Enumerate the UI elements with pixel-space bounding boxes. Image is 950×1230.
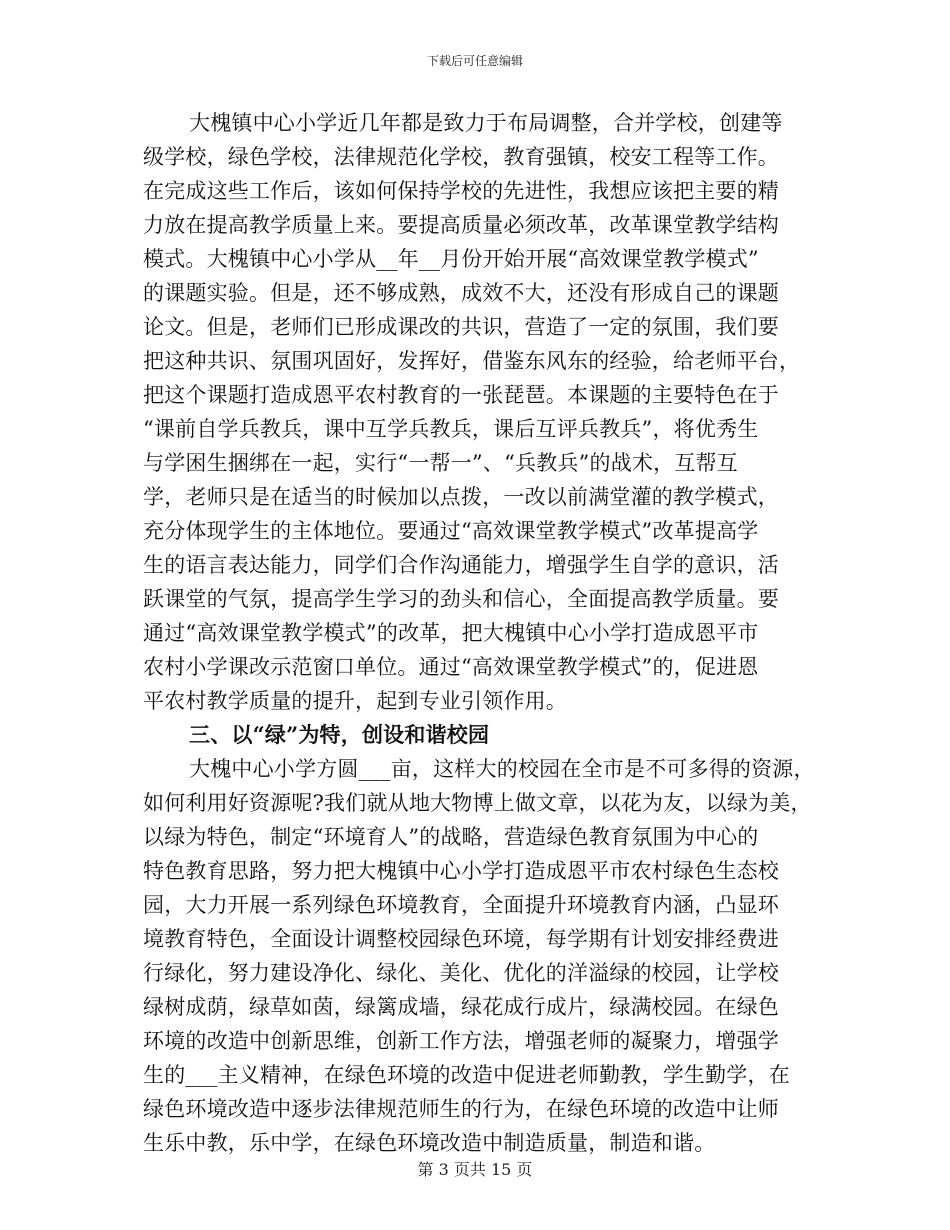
paragraph-line: 与学困生捆绑在一起，实行“一帮一”、“兵教兵”的战术，互帮互 xyxy=(143,451,738,475)
paragraph-line: 生乐中教，乐中学，在绿色环境改造中制造质量，制造和谐。 xyxy=(143,1131,716,1155)
paragraph-line: 环境的改造中创新思维，创新工作方法，增强老师的凝聚力，增强学 xyxy=(143,1029,779,1053)
paragraph-line: 力放在提高教学质量上来。要提高质量必须改革，改革课堂教学结构 xyxy=(143,213,779,237)
paragraph-line: 把这个课题打造成恩平农村教育的一张琵琶。本课题的主要特色在于 xyxy=(143,383,779,407)
paragraph-line: 农村小学课改示范窗口单位。通过“高效课堂教学模式”的，促进恩 xyxy=(143,655,759,679)
section-heading: 三、以“绿”为特，创设和谐校园 xyxy=(189,722,490,747)
paragraph-line: 级学校，绿色学校，法律规范化学校，教育强镇，校安工程等工作。 xyxy=(143,145,779,169)
paragraph-line: 行绿化，努力建设净化、绿化、美化、优化的洋溢绿的校园，让学校 xyxy=(143,961,779,985)
paragraph-line: 特色教育思路，努力把大槐镇中心小学打造成恩平市农村绿色生态校 xyxy=(143,859,779,883)
paragraph-line: 境教育特色，全面设计调整校园绿色环境，每学期有计划安排经费进 xyxy=(143,927,779,951)
paragraph-line: 跃课堂的气氛，提高学生学习的劲头和信心，全面提高教学质量。要 xyxy=(143,587,779,611)
page-header: 下载后可任意编辑 xyxy=(426,54,523,68)
paragraph-line: 大槐镇中心小学近几年都是致力于布局调整，合并学校，创建等 xyxy=(189,111,783,135)
paragraph-line: 把这种共识、氛围巩固好，发挥好，借鉴东风东的经验，给老师平台， xyxy=(143,349,801,373)
paragraph-line: 学，老师只是在适当的时候加以点拨，一改以前满堂灌的教学模式， xyxy=(143,485,779,509)
paragraph-line: 平农村教学质量的提升，起到专业引领作用。 xyxy=(143,689,567,713)
paragraph-line: 园，大力开展一系列绿色环境教育，全面提升环境教育内涵，凸显环 xyxy=(143,893,779,917)
paragraph-line: 如何利用好资源呢?我们就从地大物博上做文章，以花为友，以绿为美， xyxy=(143,791,812,815)
paragraph-line: 的课题实验。但是，还不够成熟，成效不大，还没有形成自己的课题 xyxy=(143,281,779,305)
paragraph-line: 通过“高效课堂教学模式”的改革，把大槐镇中心小学打造成恩平市 xyxy=(143,621,759,645)
paragraph-line: 绿树成荫，绿草如茵，绿篱成墙，绿花成行成片，绿满校园。在绿色 xyxy=(143,995,779,1019)
paragraph-line: 生的语言表达能力，同学们合作沟通能力，增强学生自学的意识，活 xyxy=(143,553,779,577)
document-body xyxy=(143,106,823,1160)
paragraph-line: 以绿为特色，制定“环境育人”的战略，营造绿色教育氛围为中心的 xyxy=(143,825,759,849)
paragraph-line: 充分体现学生的主体地位。要通过“高效课堂教学模式”改革提高学 xyxy=(143,519,759,543)
paragraph-line: 在完成这些工作后，该如何保持学校的先进性，我想应该把主要的精 xyxy=(143,179,779,203)
paragraph-line: 绿色环境改造中逐步法律规范师生的行为，在绿色环境的改造中让师 xyxy=(143,1097,779,1121)
paragraph-line: 模式。大槐镇中心小学从__年__月份开始开展“高效课堂教学模式” xyxy=(143,247,759,271)
paragraph-line: 大槐中心小学方圆___亩，这样大的校园在全市是不可多得的资源， xyxy=(189,757,815,781)
paragraph-line: “课前自学兵教兵，课中互学兵教兵，课后互评兵教兵”，将优秀生 xyxy=(143,417,759,441)
paragraph-line: 论文。但是，老师们已形成课改的共识，营造了一定的氛围，我们要 xyxy=(143,315,779,339)
page-number: 第 3 页共 15 页 xyxy=(417,1160,533,1179)
paragraph-line: 生的___主义精神，在绿色环境的改造中促进老师勤教，学生勤学，在 xyxy=(143,1063,790,1087)
